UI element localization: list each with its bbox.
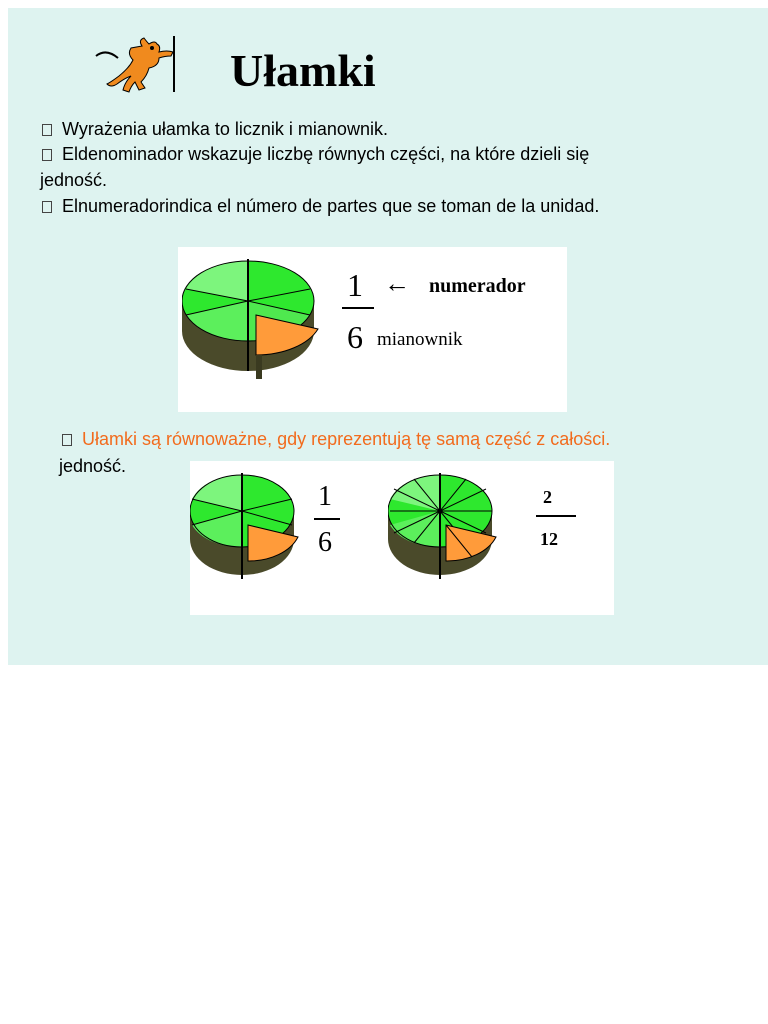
slide [8,8,768,665]
bullet-icon [42,149,52,161]
bullet-3 [42,194,599,218]
fraction-figure-2 [190,461,614,615]
denominator-left: 6 [318,527,332,558]
bullet-text: Elnumeradorindica el número de partes que se toman de la unidad. [62,196,600,216]
equivalence-bullet [62,427,610,451]
bullet-icon [62,434,72,446]
equivalence-text: Ułamki są równoważne, gdy reprezentują tę samą część z całości. [82,429,611,449]
numerator-label: numerador [429,275,526,297]
bullet-icon [42,124,52,136]
bullet-icon [42,201,52,213]
bullet-2 [42,142,589,166]
denominator-label: mianownik [377,329,463,350]
bullet-2-continuation: jedność. [40,170,108,190]
arrow-icon: ← [384,269,410,298]
denominator-1: 6 [347,319,363,355]
fraction-bar [314,518,340,520]
fraction-bar [536,515,576,517]
bullet-text: Eldenominador wskazuje liczbę równych części, na które dzieli się [62,144,590,164]
denominator-right: 12 [540,529,558,549]
numerator-1: 1 [347,267,363,303]
pie-chart-twelfths-icon [388,469,498,583]
numerator-right: 2 [543,487,552,507]
fraction-bar [342,307,374,309]
page-title: Ułamki [230,45,376,96]
pie-chart-sixths-icon [182,253,322,379]
pie-chart-sixths-icon [190,469,300,583]
bullet-text: Wyrażenia ułamka to licznik i mianownik. [62,119,388,139]
cat-mascot-icon [90,34,186,94]
fraction-figure-1 [178,247,567,412]
numerator-left: 1 [318,481,332,512]
bullet-1 [42,117,388,141]
equivalence-continuation: jedność. [59,456,127,476]
